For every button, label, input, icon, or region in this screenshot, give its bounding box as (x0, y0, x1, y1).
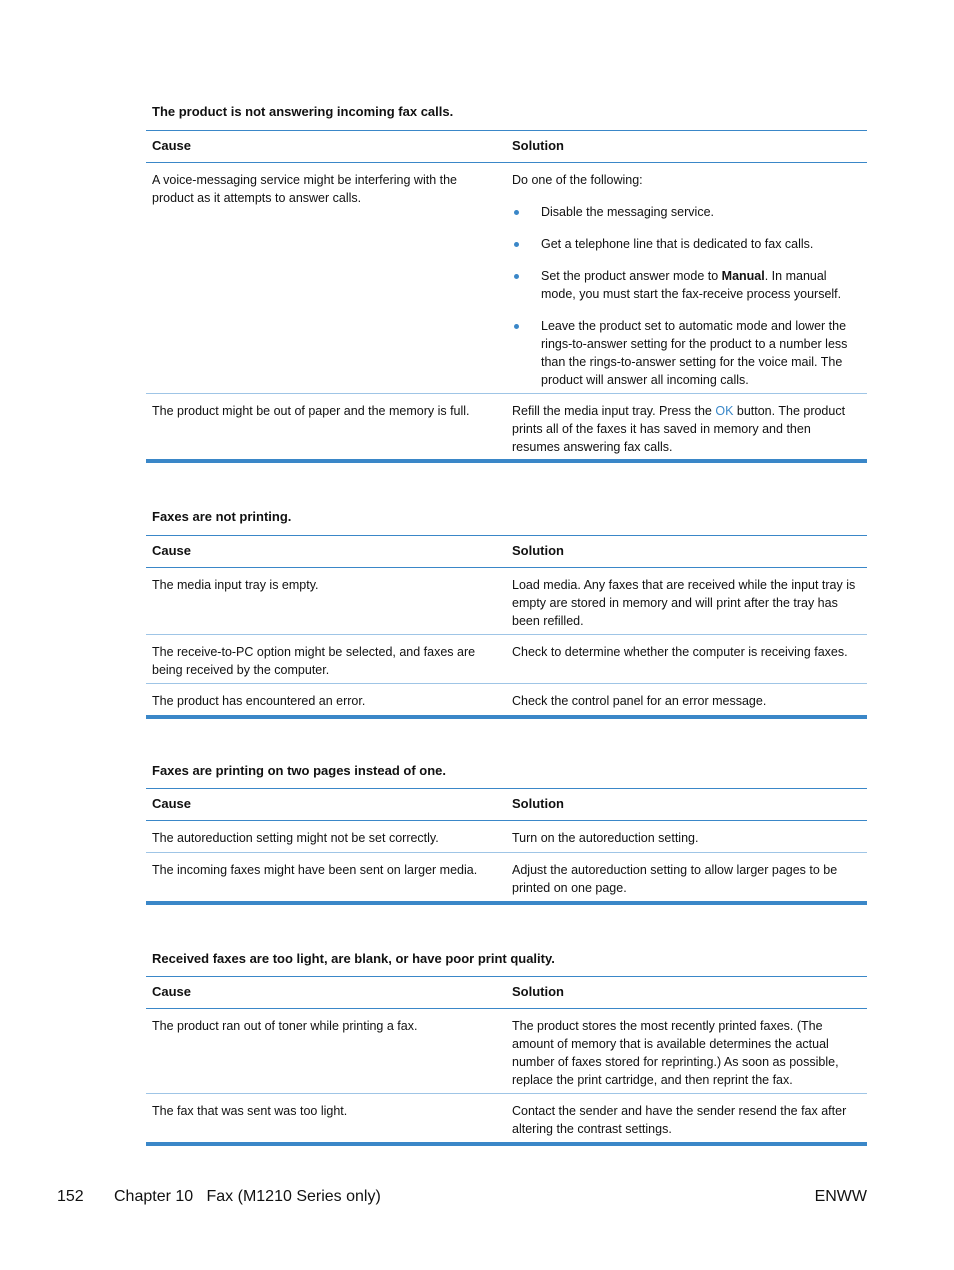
solution-cell (512, 402, 860, 456)
table-row (146, 853, 867, 905)
cause-header: Cause (152, 543, 192, 558)
solution-cell: Turn on the autoreduction setting. (512, 831, 699, 845)
bullet-icon (514, 242, 519, 247)
bullet-icon (514, 324, 519, 329)
list-item-text: Set the product answer mode to (541, 269, 722, 283)
table-row (146, 163, 867, 394)
list-item (512, 203, 860, 221)
troubleshooting-table (146, 535, 867, 719)
cause-cell: The product might be out of paper and the memory is full. (152, 404, 470, 418)
table-header (146, 789, 867, 821)
table-row (146, 1009, 867, 1094)
cause-header: Cause (152, 796, 192, 811)
table-row (146, 394, 867, 463)
cause-cell: The fax that was sent was too light. (152, 1104, 348, 1118)
cause-cell: The media input tray is empty. (152, 578, 319, 592)
table-row (146, 1094, 867, 1146)
solution-cell (512, 171, 860, 403)
section-title: Faxes are not printing. (152, 509, 292, 524)
cause-header: Cause (152, 984, 192, 999)
solution-header: Solution (512, 984, 564, 999)
list-item-text: Disable the messaging service. (541, 205, 714, 219)
page-number: 152 (57, 1188, 84, 1205)
troubleshooting-table (146, 130, 867, 463)
list-item (512, 317, 860, 389)
solution-cell: Check to determine whether the computer is receiving faxes. (512, 645, 848, 659)
solution-cell: Contact the sender and have the sender resend the fax after altering the contrast settings. (512, 1104, 847, 1136)
list-item-text: . In manual mode, you must start the fax-receive process yourself. (541, 269, 842, 301)
cause-cell: The product has encountered an error. (152, 694, 366, 708)
manual-mode-label: Manual (721, 269, 765, 283)
table-row (146, 821, 867, 853)
table-header (146, 536, 867, 568)
solution-cell: Load media. Any faxes that are received while the input tray is empty are stored in memory and will print after the tray has been refilled. (512, 578, 856, 628)
ok-button-label: OK (715, 404, 734, 418)
cause-cell: A voice-messaging service might be interfering with the product as it attempts to answer calls. (152, 173, 458, 205)
list-item (512, 235, 860, 253)
solution-header: Solution (512, 138, 564, 153)
section-title: Faxes are printing on two pages instead of one. (152, 763, 446, 778)
table-row (146, 684, 867, 719)
cause-header: Cause (152, 138, 192, 153)
bullet-icon (514, 274, 519, 279)
bullet-icon (514, 210, 519, 215)
table-row (146, 635, 867, 684)
list-item-text: Leave the product set to automatic mode and lower the rings-to-answer setting for the product to a number less than the rings-to-answer setting for the voice mail. The product will answer all incoming calls. (541, 319, 848, 387)
solution-intro: Do one of the following: (512, 173, 643, 187)
solution-list (512, 203, 860, 389)
list-item (512, 267, 860, 303)
troubleshooting-table (146, 788, 867, 905)
troubleshooting-table (146, 976, 867, 1146)
cause-cell: The product ran out of toner while printing a fax. (152, 1019, 418, 1033)
cause-cell: The autoreduction setting might not be set correctly. (152, 831, 439, 845)
table-header (146, 977, 867, 1009)
chapter-title: Chapter 10 Fax (M1210 Series only) (114, 1188, 381, 1205)
list-item-text: Get a telephone line that is dedicated to fax calls. (541, 237, 814, 251)
solution-cell: Check the control panel for an error message. (512, 694, 767, 708)
solution-text: Refill the media input tray. Press the (512, 404, 716, 418)
solution-cell: Adjust the autoreduction setting to allow larger pages to be printed on one page. (512, 863, 838, 895)
solution-cell: The product stores the most recently printed faxes. (The amount of memory that is available determines the actual number of faxes stored for reprinting.) As soon as possible, replace the print cartridge, and then reprint the fax. (512, 1019, 839, 1087)
solution-header: Solution (512, 796, 564, 811)
table-header (146, 131, 867, 163)
document-code: ENWW (814, 1188, 867, 1205)
solution-text: button. The product prints all of the faxes it has saved in memory and then resumes answering fax calls. (512, 404, 846, 454)
section-title: The product is not answering incoming fax calls. (152, 104, 454, 119)
cause-cell: The incoming faxes might have been sent on larger media. (152, 863, 478, 877)
cause-cell: The receive-to-PC option might be selected, and faxes are being received by the computer. (152, 645, 476, 677)
section-title: Received faxes are too light, are blank, or have poor print quality. (152, 951, 555, 966)
solution-header: Solution (512, 543, 564, 558)
table-row (146, 568, 867, 635)
